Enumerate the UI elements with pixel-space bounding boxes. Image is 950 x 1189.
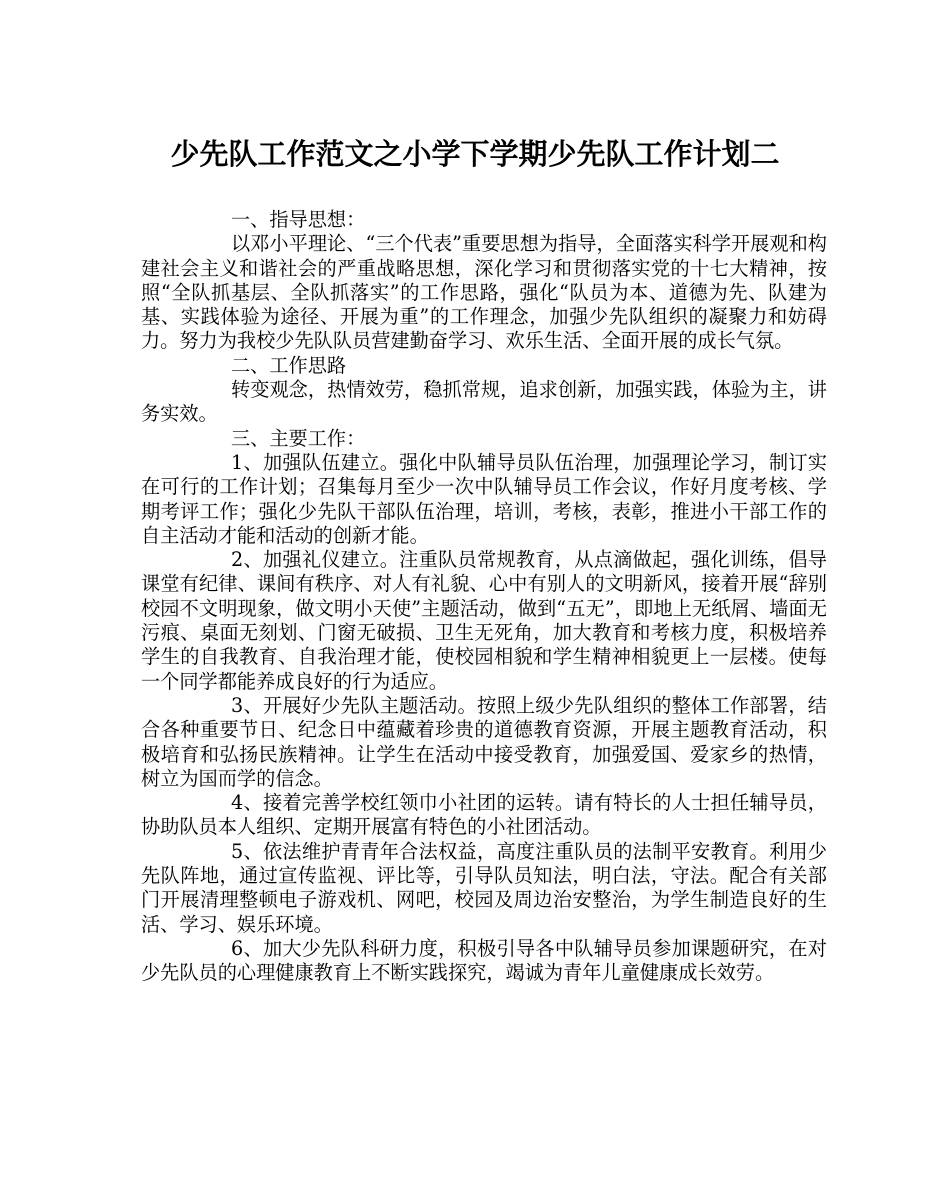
paragraph-guiding-thought: 以邓小平理论、“三个代表”重要思想为指导，全面落实科学开展观和构建社会主义和谐社会的严重战略思想，深化学习和贯彻落实党的十七大精神，按照“全队抓基层、全队抓落实”的工作思路，强化“队员为本、道德为先、队建为基、实践体验为途径、开展为重”的工作理念，加强少先队组织的凝聚力和妨碍力。努力为我校少先队队员营建勤奋学习、欢乐生活、全面开展的成长气氛。 [141, 232, 827, 353]
paragraph-item-4: 4、接着完善学校红领巾小社团的运转。请有特长的人士担任辅导员，协助队员本人组织、定期开展富有特色的小社团活动。 [141, 791, 827, 839]
section-heading-guiding-thought: 一、指导思想： [231, 208, 366, 231]
paragraph-item-2: 2、加强礼仪建立。注重队员常规教育，从点滴做起，强化训练，倡导课堂有纪律、课间有秩序、对人有礼貌、心中有别人的文明新风，接着开展“辞别校园不文明现象，做文明小天使”主题活动，做到“五无”，即地上无纸屑、墙面无污痕、桌面无刻划、门窗无破损、卫生无死角，加大教育和考核力度，积极培养学生的自我教育、自我治理才能，使校园相貌和学生精神相貌更上一层楼。使每一个同学都能养成良好的行为适应。 [141, 548, 827, 693]
paragraph-item-1: 1、加强队伍建立。强化中队辅导员队伍治理，加强理论学习，制订实在可行的工作计划；召集每月至少一次中队辅导员工作会议，作好月度考核、学期考评工作；强化少先队干部队伍治理，培训，考核，表彰，推进小干部工作的自主活动才能和活动的创新才能。 [141, 450, 827, 547]
document-body [141, 208, 827, 986]
paragraph-item-3: 3、开展好少先队主题活动。按照上级少先队组织的整体工作部署，结合各种重要节日、纪念日中蕴藏着珍贵的道德教育资源，开展主题教育活动，积极培育和弘扬民族精神。让学生在活动中接受教育，加强爱国、爱家乡的热情，树立为国而学的信念。 [141, 693, 827, 790]
section-heading-main-work: 三、主要工作： [231, 426, 366, 450]
paragraph-item-6: 6、加大少先队科研力度，积极引导各中队辅导员参加课题研究，在对少先队员的心理健康教育上不断实践探究，竭诚为青年儿童健康成长效劳。 [141, 936, 827, 985]
document-title: 少先队工作范文之小学下学期少先队工作计划二 [170, 137, 780, 171]
paragraph-item-5: 5、依法维护青青年合法权益，高度注重队员的法制平安教育。利用少先队阵地，通过宣传监视、评比等，引导队员知法，明白法，守法。配合有关部门开展清理整顿电子游戏机、网吧，校园及周边治安整治，为学生制造良好的生活、学习、娱乐环境。 [141, 839, 827, 936]
section-heading-work-approach: 二、工作思路 [231, 353, 347, 377]
paragraph-work-approach: 转变观念，热情效劳，稳抓常规，追求创新，加强实践，体验为主，讲务实效。 [141, 378, 827, 426]
